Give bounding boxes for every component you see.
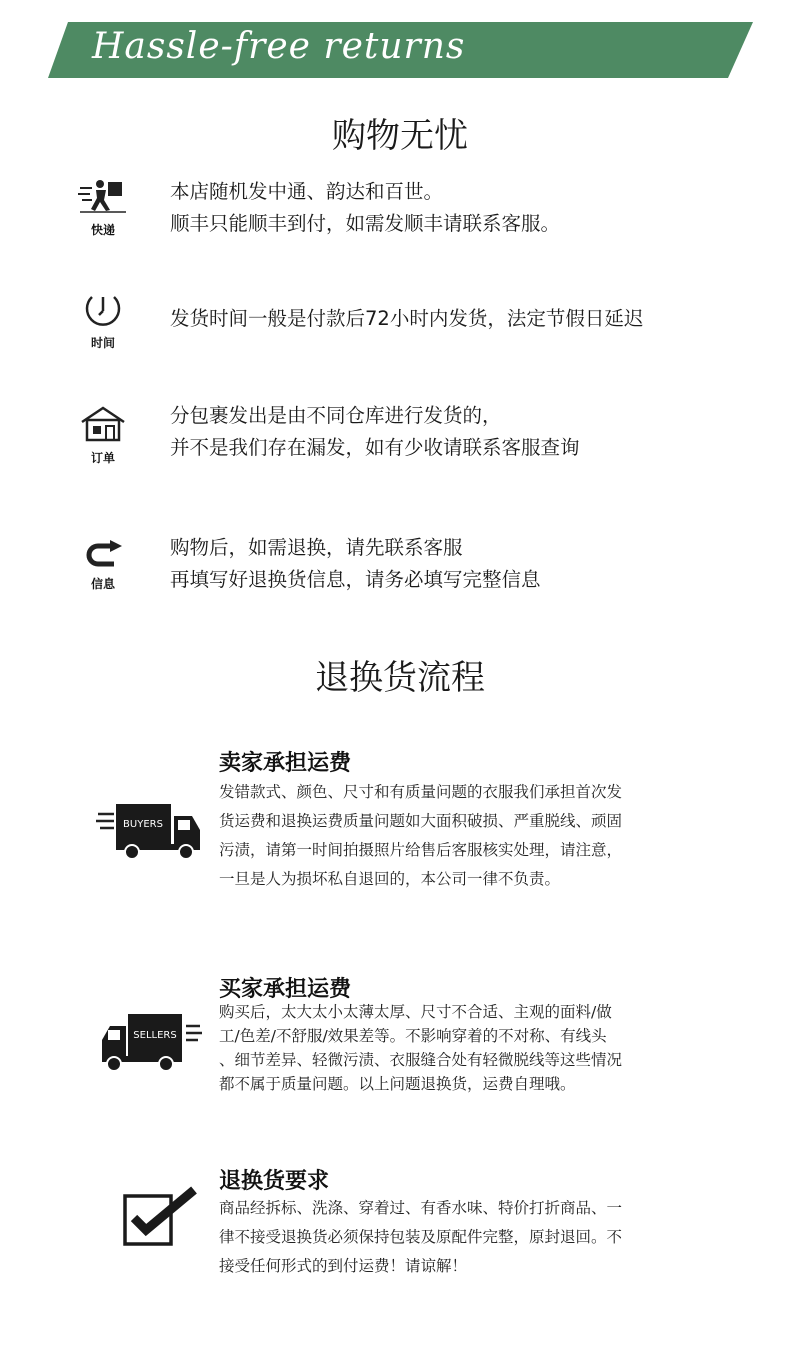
info-text-time	[170, 303, 643, 335]
body-line: 都不属于质量问题。以上问题退换货，运费自理哦。	[219, 1075, 576, 1093]
sellers-truck-icon	[100, 1010, 204, 1076]
body-line: 、细节差异、轻微污渍、衣服缝合处有轻微脱线等这些情况	[219, 1051, 623, 1069]
section-body-seller-pays	[219, 778, 689, 894]
body-line: 接受任何形式的到付运费！请谅解！	[219, 1257, 468, 1275]
truck-label-buyers: BUYERS	[123, 819, 163, 830]
courier-caption: 快递	[90, 223, 115, 237]
body-line: 发错款式、颜色、尺寸和有质量问题的衣服我们承担首次发	[219, 783, 623, 801]
header-banner	[48, 22, 753, 78]
checkbox-icon	[122, 1184, 200, 1254]
body-line: 污渍，请第一时间拍摄照片给售后客服核实处理，请注意，	[219, 841, 623, 859]
body-line: 购买后，太大太小太薄太厚、尺寸不合适、主观的面料/做	[219, 1003, 612, 1021]
clock-caption: 时间	[90, 336, 115, 350]
house-caption: 订单	[90, 451, 115, 465]
body-line: 货运费和退换运费质量问题如大面积破损、严重脱线、顽固	[219, 812, 623, 830]
body-line: 律不接受退换货必须保持包装及原配件完整，原封退回。不	[219, 1228, 623, 1246]
info-text-info	[170, 532, 541, 596]
info-line: 购物后，如需退换，请先联系客服	[170, 536, 463, 559]
section-title-seller-pays: 卖家承担运费	[219, 751, 352, 776]
info-line: 顺丰只能顺丰到付，如需发顺丰请联系客服。	[170, 212, 561, 235]
section-heading-worry-free: 购物无忧	[332, 116, 468, 156]
return-caption: 信息	[90, 577, 115, 591]
buyers-truck-icon	[96, 798, 202, 866]
section-body-buyer-pays	[219, 1000, 689, 1096]
courier-icon	[78, 178, 128, 238]
section-body-return-requirements	[219, 1194, 689, 1281]
house-icon	[78, 406, 128, 466]
info-line: 并不是我们存在漏发，如有少收请联系客服查询	[170, 436, 580, 459]
return-arrow-icon	[78, 540, 128, 592]
banner-title: Hassle-free returns	[92, 26, 466, 67]
info-text-courier	[170, 176, 560, 240]
body-line: 一旦是人为损坏私自退回的，本公司一律不负责。	[219, 870, 561, 888]
body-line: 工/色差/不舒服/效果差等。不影响穿着的不对称、有线头	[219, 1027, 607, 1045]
info-text-order	[170, 400, 580, 464]
section-title-buyer-pays: 买家承担运费	[219, 977, 352, 1002]
clock-icon	[78, 293, 128, 351]
body-line: 商品经拆标、洗涤、穿着过、有香水味、特价打折商品、一	[219, 1199, 623, 1217]
section-title-return-requirements: 退换货要求	[219, 1169, 330, 1194]
section-heading-process: 退换货流程	[315, 658, 485, 698]
info-line: 本店随机发中通、韵达和百世。	[170, 180, 444, 203]
truck-label-sellers: SELLERS	[133, 1030, 177, 1041]
info-line: 分包裹发出是由不同仓库进行发货的，	[170, 404, 502, 427]
info-line: 再填写好退换货信息，请务必填写完整信息	[170, 568, 541, 591]
info-line: 发货时间一般是付款后72小时内发货，法定节假日延迟	[170, 307, 644, 330]
